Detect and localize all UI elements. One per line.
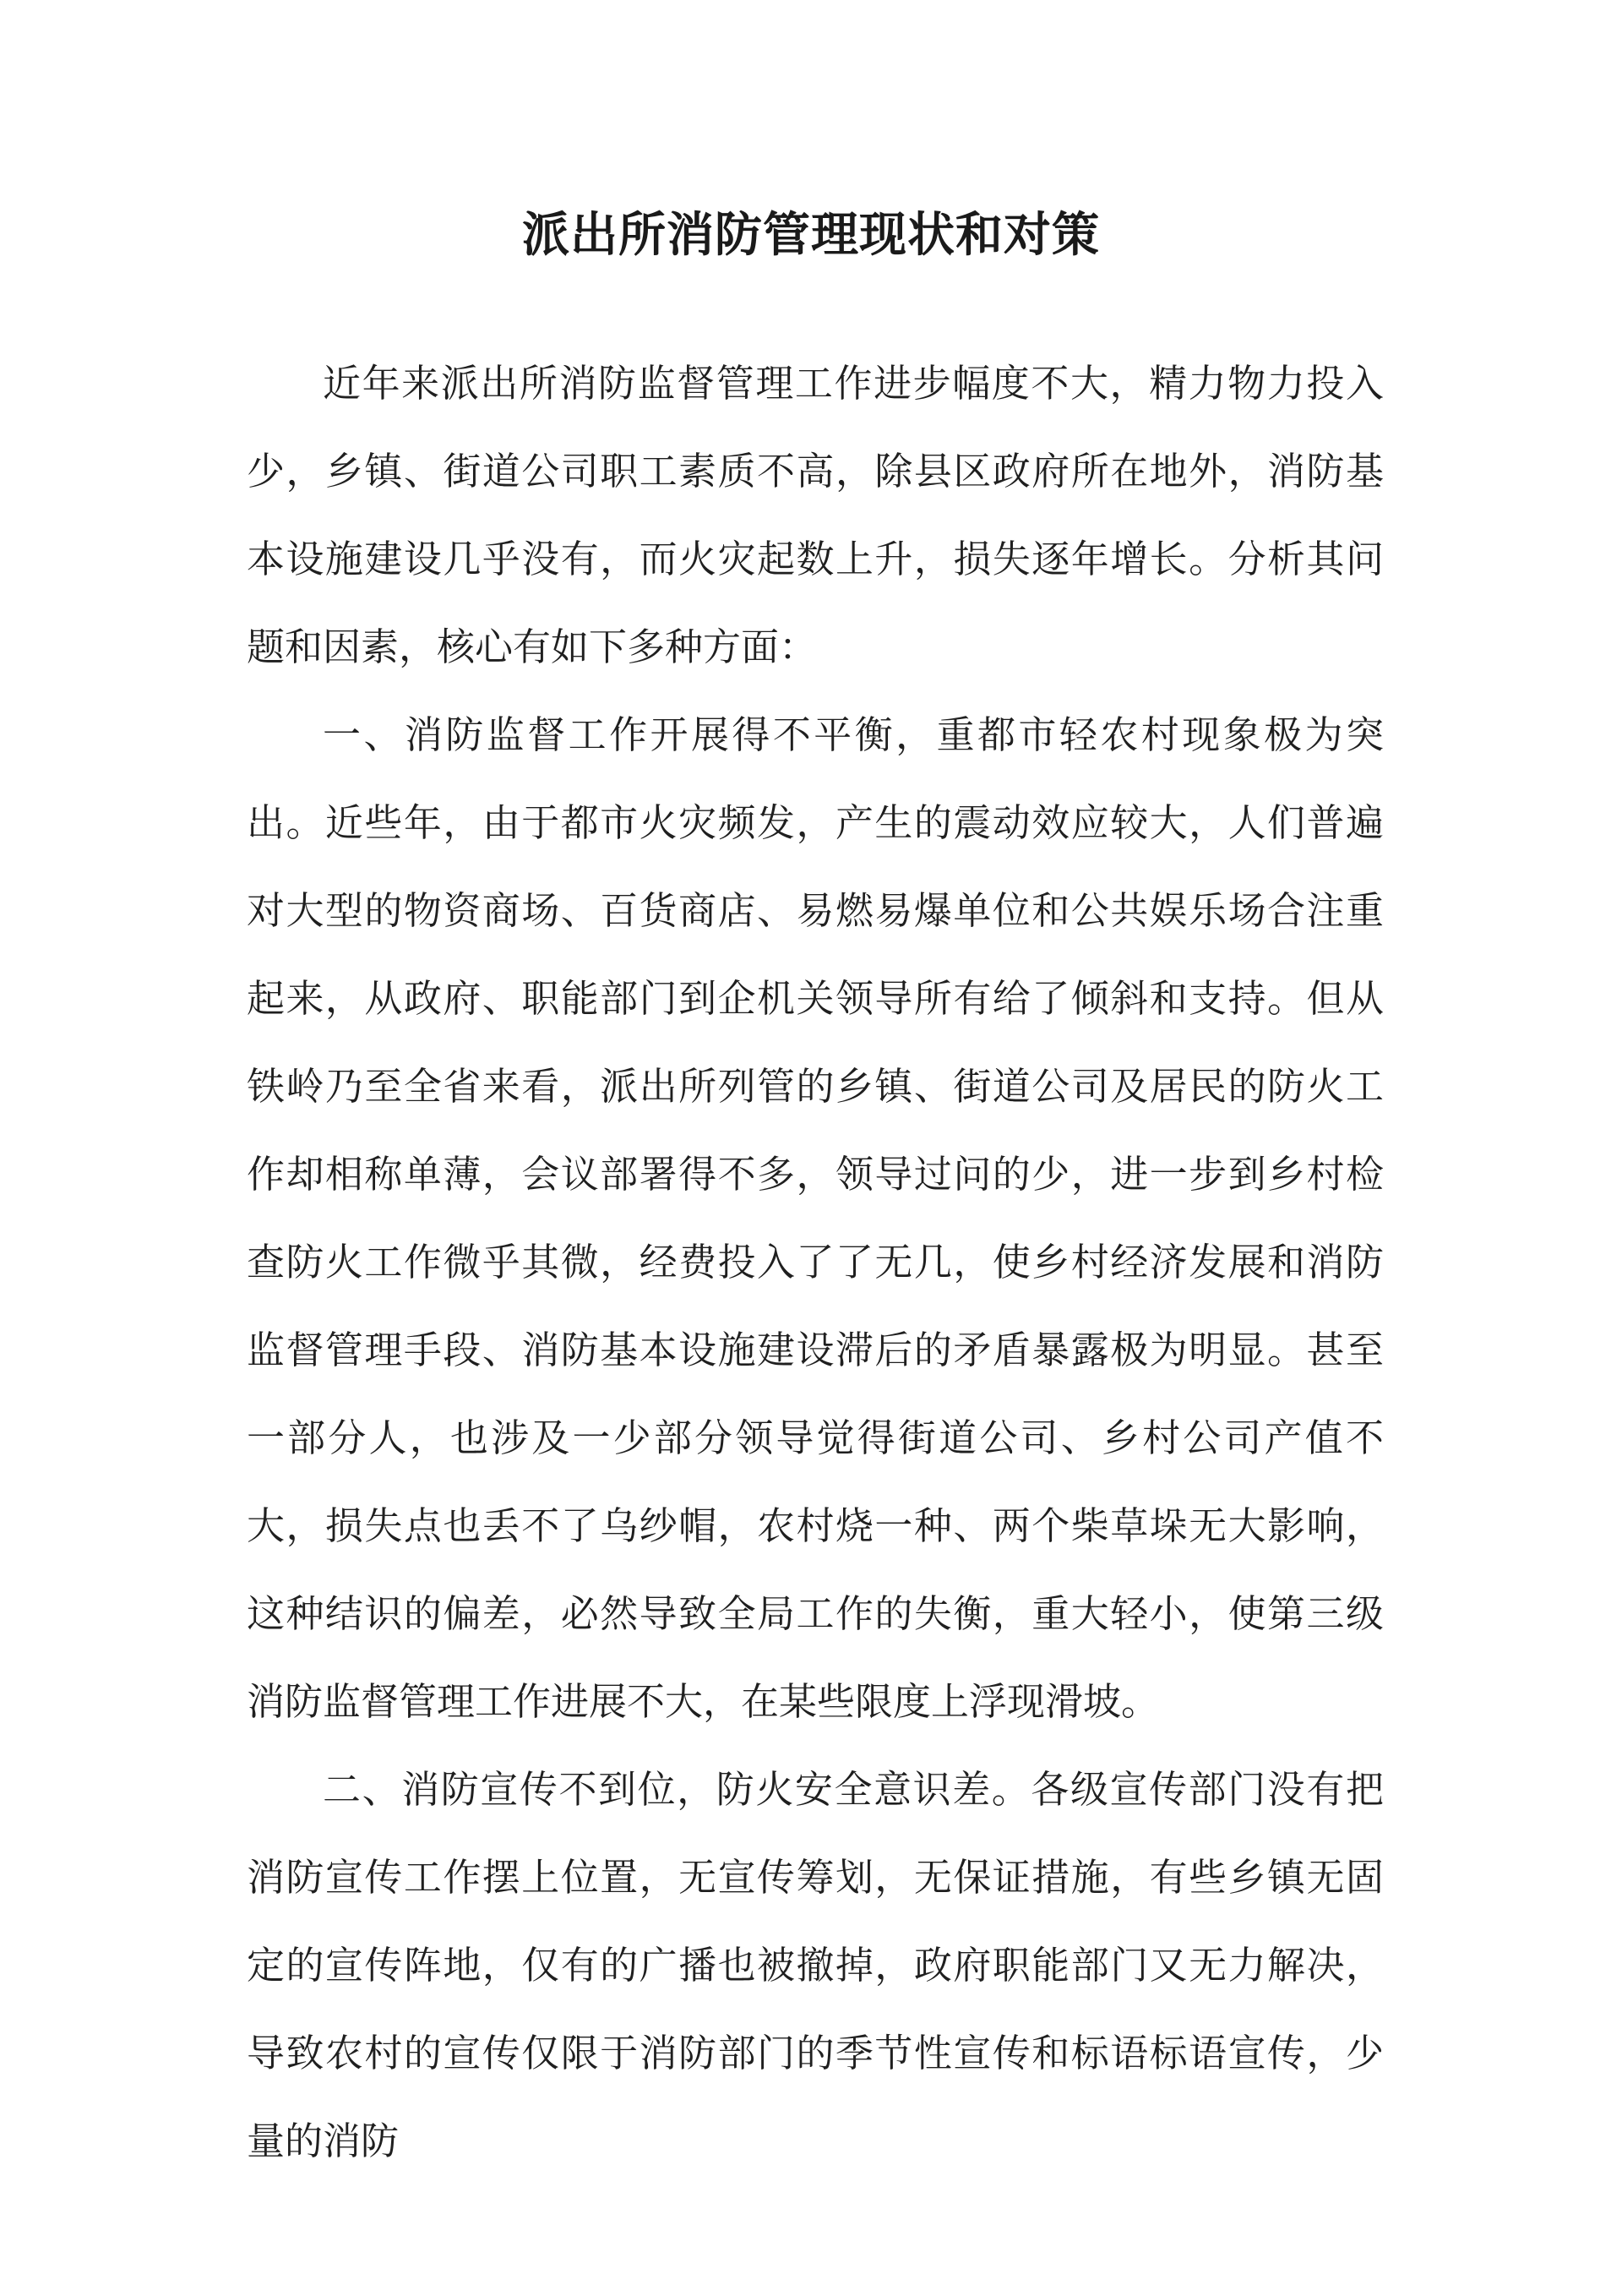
paragraph-section-one: 一、消防监督工作开展得不平衡，重都市轻农村现象极为突出。近些年，由于都市火灾频发，产生的震动效应较大，人们普遍对大型的物资商场、百货商店、易燃易爆单位和公共娱乐场合注重起来，从政府、职能部门到企机关领导所有给了倾斜和支持。但从铁岭乃至全省来看，派出所列管的乡镇、街道公司及居民的防火工作却相称单薄，会议部署得不多，领导过问的少，进一步到乡村检查防火工作微乎其微，经费投入了了无几，使乡村经济发展和消防监督管理手段、消防基本设施建设滞后的矛盾暴露极为明显。甚至一部分人，也涉及一少部分领导觉得街道公司、乡村公司产值不大，损失点也丢不了乌纱帽，农村烧一种、两个柴草垛无大影响，这种结识的偏差，必然导致全局工作的失衡，重大轻小，使第三级消防监督管理工作进展不大，在某些限度上浮现滑坡。 — [247, 712, 1384, 1724]
document-title: 派出所消防管理现状和对策 — [522, 207, 1100, 263]
paragraph-intro: 近年来派出所消防监督管理工作进步幅度不大，精力物力投入少，乡镇、街道公司职工素质不高，除县区政府所在地外，消防基本设施建设几乎没有，而火灾起数上升，损失逐年增长。分析其问题和因素，核心有如下多种方面： — [247, 361, 1384, 669]
document-body — [247, 340, 1384, 2185]
paragraph-section-two: 二、消防宣传不到位，防火安全意识差。各级宣传部门没有把消防宣传工作摆上位置，无宣传筹划，无保证措施，有些乡镇无固定的宣传阵地，仅有的广播也被撤掉，政府职能部门又无力解决，导致农村的宣传仅限于消防部门的季节性宣传和标语标语宣传，少量的消防 — [247, 1767, 1384, 2163]
